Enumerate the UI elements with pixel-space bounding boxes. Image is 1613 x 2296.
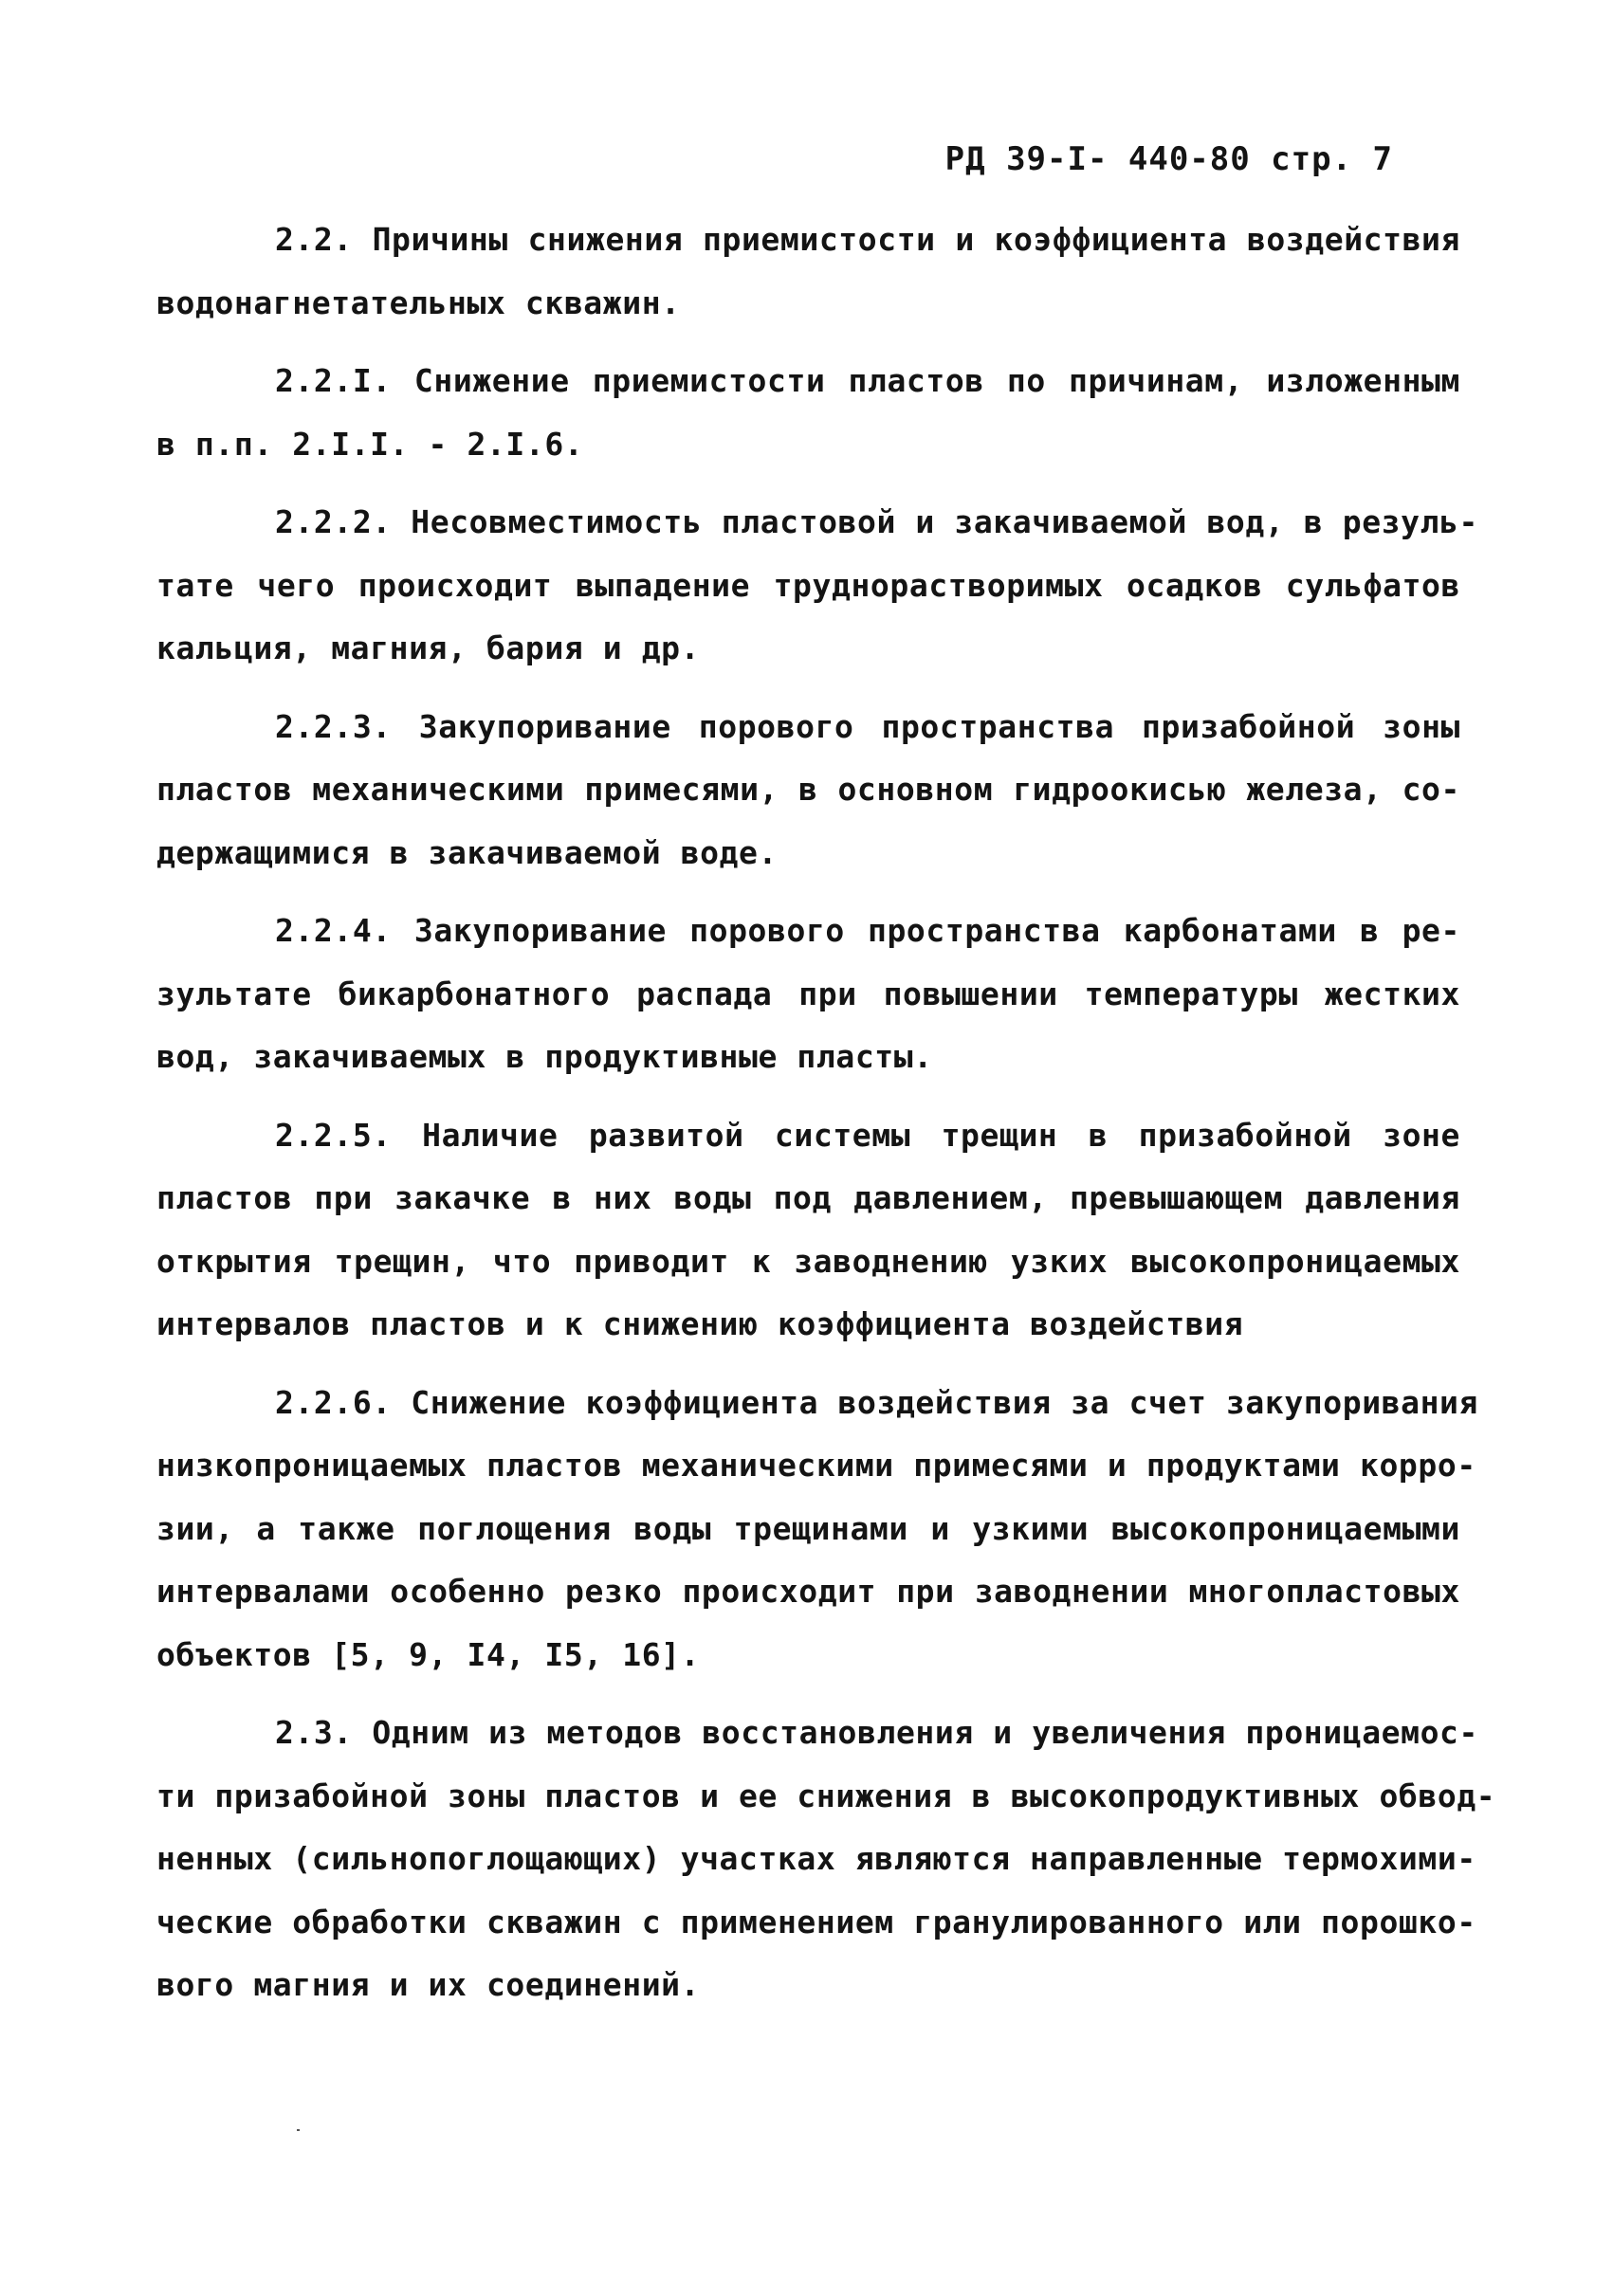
paragraph-line: кальция, магния, бария и др. bbox=[156, 629, 701, 666]
paragraph-line: объектов [5, 9, I4, I5, 16]. bbox=[156, 1635, 701, 1673]
paragraph-line: 2.2.4. Закупоривание порового пространства карбонатами в ре- bbox=[275, 912, 1460, 949]
paragraph-line: зии, а также поглощения воды трещинами и узкими высокопроницаемыми bbox=[156, 1509, 1460, 1547]
paragraph-line: ти призабойной зоны пластов и ее снижения в высокопродуктивных обвод- bbox=[156, 1777, 1496, 1814]
paragraph-line: 2.2.2. Несовместимость пластовой и закачиваемой вод, в резуль- bbox=[275, 503, 1478, 540]
paragraph-p-2-2-1 bbox=[156, 350, 1460, 476]
paragraph-p-2-2-4 bbox=[156, 900, 1460, 1089]
paragraph-gap bbox=[156, 1686, 1460, 1702]
paragraph-gap bbox=[156, 1357, 1460, 1372]
paragraph-line: открытия трещин, что приводит к заводнению узких высокопроницаемых bbox=[156, 1242, 1460, 1280]
paragraph-line: 2.3. Одним из методов восстановления и увеличения проницаемос- bbox=[275, 1714, 1478, 1751]
document-body bbox=[156, 209, 1496, 2017]
paragraph-p-2-2-3 bbox=[156, 696, 1460, 885]
paragraph-line: пластов при закачке в них воды под давлением, превышающем давления bbox=[156, 1179, 1460, 1216]
paragraph-line: зультате бикарбонатного распада при повышении температуры жестких bbox=[156, 975, 1460, 1012]
paragraph-gap bbox=[156, 884, 1460, 900]
paragraph-gap bbox=[156, 476, 1460, 491]
page-header-reference: РД 39-I- 440-80 стр. 7 bbox=[944, 140, 1393, 178]
paragraph-gap bbox=[156, 1089, 1460, 1104]
paragraph-line: тате чего происходит выпадение труднорастворимых осадков сульфатов bbox=[156, 566, 1460, 604]
paragraph-line: вод, закачиваемых в продуктивные пласты. bbox=[156, 1038, 933, 1075]
paragraph-gap bbox=[156, 681, 1460, 696]
paragraph-line: 2.2. Причины снижения приемистости и коэффициента воздействия bbox=[275, 221, 1460, 258]
paragraph-line: 2.2.6. Снижение коэффициента воздействия за счет закупоривания bbox=[275, 1383, 1478, 1421]
paragraph-p-2-2-2 bbox=[156, 491, 1478, 681]
paragraph-line: в п.п. 2.I.I. - 2.I.6. bbox=[156, 425, 584, 463]
paragraph-line: низкопроницаемых пластов механическими примесями и продуктами корро- bbox=[156, 1447, 1476, 1484]
paragraph-line: ненных (сильнопоглощающих) участках являются направленные термохими- bbox=[156, 1840, 1476, 1877]
paragraph-line: пластов механическими примесями, в основном гидроокисью железа, со- bbox=[156, 771, 1460, 808]
paragraph-line: держащимися в закачиваемой воде. bbox=[156, 833, 778, 871]
paragraph-p-2-2-5 bbox=[156, 1104, 1460, 1357]
paragraph-p-2-2-6 bbox=[156, 1372, 1478, 1687]
paragraph-line: вого магния и их соединений. bbox=[156, 1966, 701, 2003]
paragraph-line: 2.2.I. Снижение приемистости пластов по причинам, изложенным bbox=[275, 362, 1460, 399]
paragraph-line: 2.2.3. Закупоривание порового пространства призабойной зоны bbox=[275, 707, 1460, 745]
paragraph-p-2-2 bbox=[156, 209, 1460, 335]
paragraph-line: водонагнетательных скважин. bbox=[156, 283, 681, 321]
paragraph-line: ческие обработки скважин с применением гранулированного или порошко- bbox=[156, 1903, 1476, 1941]
paragraph-line: интервалов пластов и к снижению коэффициента воздействия bbox=[156, 1305, 1244, 1342]
paragraph-line: 2.2.5. Наличие развитой системы трещин в призабойной зоне bbox=[275, 1116, 1460, 1154]
scan-speck bbox=[297, 2129, 300, 2131]
paragraph-p-2-3 bbox=[156, 1702, 1496, 2017]
paragraph-line: интервалами особенно резко происходит при заводнении многопластовых bbox=[156, 1573, 1460, 1610]
paragraph-gap bbox=[156, 335, 1460, 350]
